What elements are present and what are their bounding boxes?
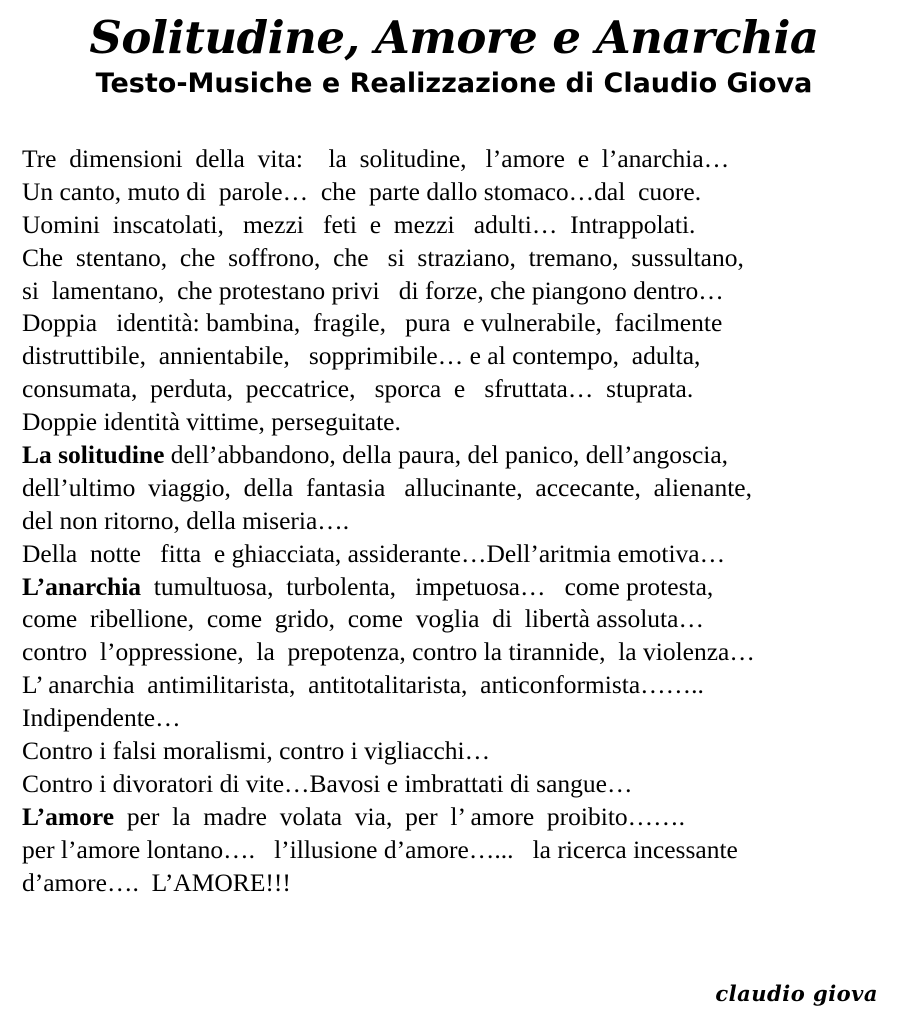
lyrics-line: Contro i divoratori di vite…Bavosi e imbrattati di sangue… xyxy=(22,768,633,798)
author-signature: claudio giova xyxy=(715,981,878,1006)
lyrics-line: Che stentano, che soffrono, che si straziano, tremano, sussultano, xyxy=(22,242,744,272)
lyrics-line: contro l’oppressione, la prepotenza, contro la tirannide, la violenza… xyxy=(22,637,755,667)
lyrics-line: L’ anarchia antimilitarista, antitotalitarista, anticonformista…….. xyxy=(22,670,704,700)
lyrics-line-amore xyxy=(22,801,886,834)
lyrics-line: dell’ultimo viaggio, della fantasia allucinante, accecante, alienante, xyxy=(22,472,752,502)
bold-fragment-anarchia: L’anarchia xyxy=(22,571,142,601)
lyrics-line: per l’amore lontano…. l’illusione d’amore…... la ricerca incessante xyxy=(22,834,738,864)
lyrics-line: Tre dimensioni della vita: la solitudine, l’amore e l’anarchia… xyxy=(22,143,730,173)
lyrics-line: consumata, perduta, peccatrice, sporca e sfruttata… stuprata. xyxy=(22,374,694,404)
bold-fragment-solitudine: La solitudine xyxy=(22,439,165,469)
lyrics-body xyxy=(22,143,886,899)
lyrics-line: si lamentano, che protestano privi di forze, che piangono dentro… xyxy=(22,275,724,305)
lyrics-line: Uomini inscatolati, mezzi feti e mezzi adulti… Intrappolati. xyxy=(22,209,696,239)
lyrics-line: come ribellione, come grido, come voglia di libertà assoluta… xyxy=(22,604,704,634)
lyrics-line-solitudine xyxy=(22,439,886,472)
page-subtitle: Testo-Musiche e Realizzazione di Claudio Giova xyxy=(95,68,813,100)
lyrics-line: Un canto, muto di parole… che parte dallo stomaco…dal cuore. xyxy=(22,176,702,206)
bold-fragment-amore: L’amore xyxy=(22,801,115,831)
page-title: Solitudine, Amore e Anarchia xyxy=(89,11,819,64)
lyrics-line: Doppie identità vittime, perseguitate. xyxy=(22,407,401,437)
lyrics-line: distruttibile, annientabile, sopprimibile… e al contempo, adulta, xyxy=(22,341,701,371)
lyrics-line: Doppia identità: bambina, fragile, pura e vulnerabile, facilmente xyxy=(22,308,723,338)
lyrics-line-rest: dell’abbandono, della paura, del panico, dell’angoscia, xyxy=(164,439,729,469)
lyrics-line-anarchia xyxy=(22,571,886,604)
lyrics-line: d’amore…. L’AMORE!!! xyxy=(22,867,291,897)
lyrics-line: Indipendente… xyxy=(22,703,181,733)
lyrics-line: Contro i falsi moralismi, contro i vigliacchi… xyxy=(22,735,491,765)
lyrics-line-rest: per la madre volata via, per l’ amore proibito……. xyxy=(114,801,686,831)
lyrics-line-rest: tumultuosa, turbolenta, impetuosa… come protesta, xyxy=(141,571,714,601)
lyrics-line: Della notte fitta e ghiacciata, assiderante…Dell’aritmia emotiva… xyxy=(22,538,726,568)
lyrics-line: del non ritorno, della miseria…. xyxy=(22,505,350,535)
